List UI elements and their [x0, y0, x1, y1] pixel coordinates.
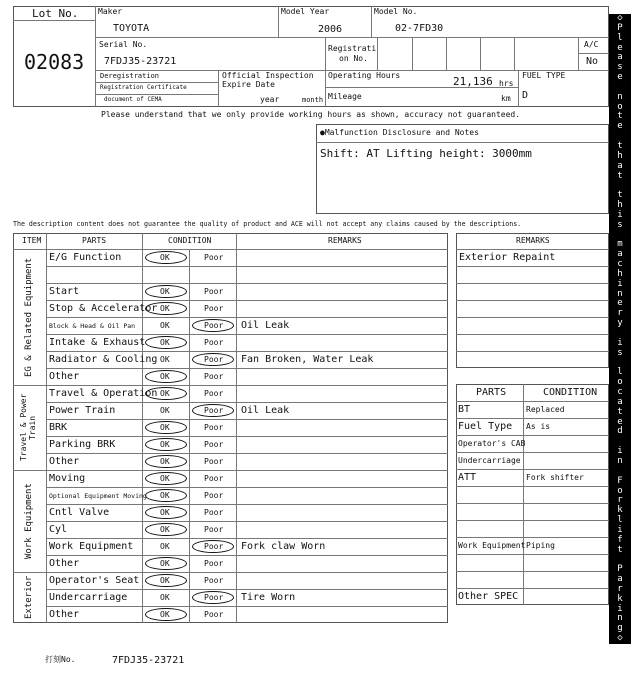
right-remarks-header: REMARKS	[516, 236, 550, 245]
sidebar-char: i	[617, 209, 623, 220]
sidebar-char: e	[617, 416, 623, 427]
sidebar-char: m	[617, 239, 623, 250]
sidebar-char: i	[617, 603, 623, 614]
sidebar-char: F	[617, 475, 623, 486]
sidebar-char: a	[617, 574, 623, 585]
sidebar-char: a	[617, 160, 623, 171]
part-label: Start	[49, 286, 80, 297]
sidebar-char: e	[617, 72, 623, 83]
ok-option[interactable]: OK	[160, 304, 170, 313]
ok-circle-mark	[145, 574, 187, 587]
ac-value: No	[586, 56, 599, 67]
hours-notice: Please understand that we only provide working hours as shown, accuracy not guaranteed.	[101, 110, 521, 119]
ok-circle-mark	[145, 285, 187, 298]
part-label: Stop & Accelerator	[49, 303, 158, 314]
sidebar-char: l	[617, 515, 623, 526]
ok-option[interactable]: OK	[160, 542, 170, 551]
poor-option[interactable]: Poor	[204, 338, 224, 347]
remark-text: Fan Broken, Water Leak	[241, 354, 374, 365]
model-no-value: 02-7FD30	[395, 23, 444, 34]
ok-option[interactable]: OK	[160, 372, 170, 381]
poor-option[interactable]: Poor	[204, 321, 224, 330]
ok-circle-mark	[145, 302, 187, 315]
sidebar-char: n	[617, 455, 623, 466]
sidebar-char: e	[617, 121, 623, 132]
sidebar-char: l	[617, 367, 623, 378]
sidebar-char: r	[617, 308, 623, 319]
stamp-value: 7FDJ35-23721	[112, 655, 185, 666]
remark-text: Oil Leak	[241, 320, 290, 331]
ok-circle-mark	[145, 506, 187, 519]
sidebar-char: r	[617, 495, 623, 506]
cema-label: document of CEMA	[104, 96, 162, 103]
sidebar-char: P	[617, 22, 623, 33]
location-notice-sidebar	[609, 14, 631, 644]
ok-circle-mark	[145, 438, 187, 451]
model-no-label: Model No.	[374, 7, 418, 16]
poor-option[interactable]: Poor	[204, 389, 224, 398]
ok-circle-mark	[145, 608, 187, 621]
item-header: ITEM	[22, 236, 42, 245]
malfunction-title: ●Malfunction Disclosure and Notes	[320, 128, 479, 137]
part-label: Other	[49, 558, 80, 569]
lot-number: 02083	[24, 50, 85, 74]
registration-label: Registrati	[328, 44, 377, 53]
ok-circle-mark	[145, 336, 187, 349]
sidebar-char: t	[617, 544, 623, 555]
hrs-unit: hrs	[499, 79, 514, 88]
poor-circle-mark	[192, 319, 234, 332]
sidebar-char: t	[617, 406, 623, 417]
poor-option[interactable]: Poor	[204, 304, 224, 313]
sidebar-char: ◇	[617, 13, 623, 23]
remarks-header: REMARKS	[328, 236, 362, 245]
poor-option[interactable]: Poor	[204, 253, 224, 262]
section-label: Work Equipment	[24, 483, 34, 559]
right-remark-text: Exterior Repaint	[459, 252, 556, 263]
ok-option[interactable]: OK	[160, 440, 170, 449]
part-label: Moving	[49, 473, 86, 484]
sidebar-char: k	[617, 505, 623, 516]
header-block	[13, 6, 609, 107]
sidebar-char: a	[617, 249, 623, 260]
ok-option[interactable]: OK	[160, 593, 170, 602]
part-label: Work Equipment	[49, 541, 134, 552]
mileage-label: Mileage	[328, 92, 362, 101]
ok-circle-mark	[145, 472, 187, 485]
right-condition-value: Replaced	[526, 405, 565, 414]
ok-option[interactable]: OK	[160, 525, 170, 534]
sidebar-char: t	[617, 190, 623, 201]
part-label: Cyl	[49, 524, 68, 535]
inspection-label-2: Expire Date	[222, 80, 275, 89]
sidebar-char: a	[617, 52, 623, 63]
poor-option[interactable]: Poor	[204, 491, 224, 500]
right-parts-header: PARTS	[476, 387, 507, 398]
part-label: Intake & Exhaust	[49, 337, 146, 348]
poor-option[interactable]: Poor	[204, 457, 224, 466]
part-label: Block & Head & Oil Pan	[49, 322, 136, 330]
ok-circle-mark	[145, 370, 187, 383]
sidebar-char: i	[617, 337, 623, 348]
poor-option[interactable]: Poor	[204, 355, 224, 364]
sidebar-char: l	[617, 32, 623, 43]
ok-option[interactable]: OK	[160, 559, 170, 568]
sidebar-char: o	[617, 485, 623, 496]
poor-option[interactable]: Poor	[204, 542, 224, 551]
poor-option[interactable]: Poor	[204, 593, 224, 602]
part-label: Operator's Seat	[49, 575, 140, 586]
part-label: Other	[49, 371, 80, 382]
sidebar-char: s	[617, 219, 623, 230]
right-condition-value: As is	[526, 422, 551, 431]
sidebar-char: e	[617, 42, 623, 53]
disclaimer: The description content does not guarantee the quality of product and ACE will not accept any claims caused by the descriptions.	[13, 220, 522, 228]
sidebar-char: f	[617, 534, 623, 545]
ok-option[interactable]: OK	[160, 406, 170, 415]
sidebar-char: r	[617, 583, 623, 594]
ok-option[interactable]: OK	[160, 321, 170, 330]
ok-option[interactable]: OK	[160, 508, 170, 517]
sidebar-char: k	[617, 593, 623, 604]
sidebar-char: ◇	[617, 633, 623, 644]
sidebar-char: h	[617, 200, 623, 211]
ok-circle-mark	[145, 421, 187, 434]
poor-option[interactable]: Poor	[204, 440, 224, 449]
sidebar-char: s	[617, 62, 623, 73]
right-part-label: Undercarriage	[458, 456, 521, 465]
ok-circle-mark	[145, 523, 187, 536]
remark-text: Fork claw Worn	[241, 541, 326, 552]
part-label: BRK	[49, 422, 68, 433]
ok-option[interactable]: OK	[160, 338, 170, 347]
right-part-label: ATT	[458, 472, 477, 483]
part-label: Radiator & Cooling	[49, 354, 158, 365]
poor-option[interactable]: Poor	[204, 559, 224, 568]
ok-option[interactable]: OK	[160, 457, 170, 466]
part-label: Parking BRK	[49, 439, 116, 450]
poor-option[interactable]: Poor	[204, 610, 224, 619]
poor-option[interactable]: Poor	[204, 287, 224, 296]
part-label: E/G Function	[49, 252, 122, 263]
ok-option[interactable]: OK	[160, 610, 170, 619]
part-label: Undercarriage	[49, 592, 128, 603]
section-label: Travel & Power Train	[19, 393, 37, 462]
fuel-type-value: D	[522, 90, 529, 101]
operating-hours-label: Operating Hours	[328, 71, 401, 80]
ok-option[interactable]: OK	[160, 491, 170, 500]
sidebar-char: n	[617, 91, 623, 102]
right-condition-value: Piping	[526, 541, 555, 550]
sidebar-char: h	[617, 150, 623, 161]
serial-value: 7FDJ35-23721	[104, 56, 177, 67]
poor-circle-mark	[192, 404, 234, 417]
serial-label: Serial No.	[99, 40, 148, 49]
sidebar-char: n	[617, 613, 623, 624]
poor-option[interactable]: Poor	[204, 474, 224, 483]
ok-circle-mark	[145, 387, 187, 400]
sidebar-char: a	[617, 396, 623, 407]
right-part-label: Fuel Type	[458, 421, 513, 432]
part-label: Cntl Valve	[49, 507, 110, 518]
sidebar-char: c	[617, 387, 623, 398]
poor-option[interactable]: Poor	[204, 406, 224, 415]
right-part-label: BT	[458, 404, 471, 415]
right-part-label: Operator's CAB	[458, 439, 526, 448]
right-condition-header: CONDITION	[543, 387, 598, 398]
month-label: month	[302, 96, 324, 104]
lot-label: Lot No.	[32, 7, 79, 20]
sidebar-char: t	[617, 170, 623, 181]
right-condition-value: Fork shifter	[526, 473, 584, 482]
model-year-value: 2006	[318, 24, 343, 35]
sidebar-char: t	[617, 111, 623, 122]
condition-header: CONDITION	[168, 236, 212, 245]
part-label: Other	[49, 609, 80, 620]
maker-label: Maker	[98, 7, 123, 16]
parts-header: PARTS	[82, 236, 107, 245]
remark-text: Tire Worn	[241, 592, 296, 603]
ok-circle-mark	[145, 251, 187, 264]
operating-hours-value: 21,136	[453, 75, 493, 88]
deregistration-label: Deregistration	[100, 72, 160, 80]
right-part-label: Work Equipment	[458, 541, 526, 550]
sidebar-char: s	[617, 347, 623, 358]
ok-circle-mark	[145, 489, 187, 502]
malfunction-text: Shift: AT Lifting height: 3000mm	[320, 147, 532, 160]
part-label: Power Train	[49, 405, 116, 416]
poor-circle-mark	[192, 540, 234, 553]
poor-circle-mark	[192, 353, 234, 366]
inspection-label: Official Inspection	[222, 71, 314, 80]
km-unit: km	[501, 94, 511, 103]
maker-value: TOYOTA	[113, 23, 150, 34]
part-label: Other	[49, 456, 80, 467]
remark-text: Oil Leak	[241, 405, 290, 416]
ok-option[interactable]: OK	[160, 423, 170, 432]
model-year-label: Model Year	[281, 7, 330, 16]
fuel-type-label: FUEL TYPE	[522, 71, 566, 80]
sidebar-char: P	[617, 564, 623, 575]
sidebar-char: o	[617, 377, 623, 388]
sidebar-char: i	[617, 524, 623, 535]
poor-option[interactable]: Poor	[204, 525, 224, 534]
sidebar-char: t	[617, 140, 623, 151]
sidebar-char: h	[617, 268, 623, 279]
sidebar-char: e	[617, 298, 623, 309]
ok-option[interactable]: OK	[160, 253, 170, 262]
sidebar-char: c	[617, 259, 623, 270]
sidebar-char: o	[617, 101, 623, 112]
ok-option[interactable]: OK	[160, 576, 170, 585]
poor-option[interactable]: Poor	[204, 576, 224, 585]
right-part-label: Other SPEC	[458, 591, 519, 602]
ok-circle-mark	[145, 455, 187, 468]
ok-option[interactable]: OK	[160, 474, 170, 483]
registration-cert-label: Registration Certificate	[100, 84, 187, 91]
poor-option[interactable]: Poor	[204, 508, 224, 517]
section-label: EG & Related Equipment	[24, 257, 34, 377]
sidebar-char: g	[617, 623, 623, 634]
registration-label-2: on No.	[339, 54, 368, 63]
sidebar-char: d	[617, 426, 623, 437]
poor-option[interactable]: Poor	[204, 423, 224, 432]
ac-label: A/C	[584, 40, 599, 49]
ok-circle-mark	[145, 557, 187, 570]
sidebar-char: n	[617, 288, 623, 299]
sidebar-char: i	[617, 446, 623, 457]
stamp-label: 打刻No.	[45, 655, 76, 664]
poor-option[interactable]: Poor	[204, 372, 224, 381]
ok-option[interactable]: OK	[160, 389, 170, 398]
sidebar-char: i	[617, 278, 623, 289]
poor-circle-mark	[192, 591, 234, 604]
part-label: Travel & Operation	[49, 388, 158, 399]
section-label: Exterior	[24, 575, 34, 620]
sidebar-char: y	[617, 318, 623, 329]
year-label: year	[260, 95, 280, 104]
ok-option[interactable]: OK	[160, 355, 170, 364]
ok-option[interactable]: OK	[160, 287, 170, 296]
part-label: Optional Equipment Moving	[49, 492, 147, 500]
malfunction-box	[316, 124, 609, 214]
